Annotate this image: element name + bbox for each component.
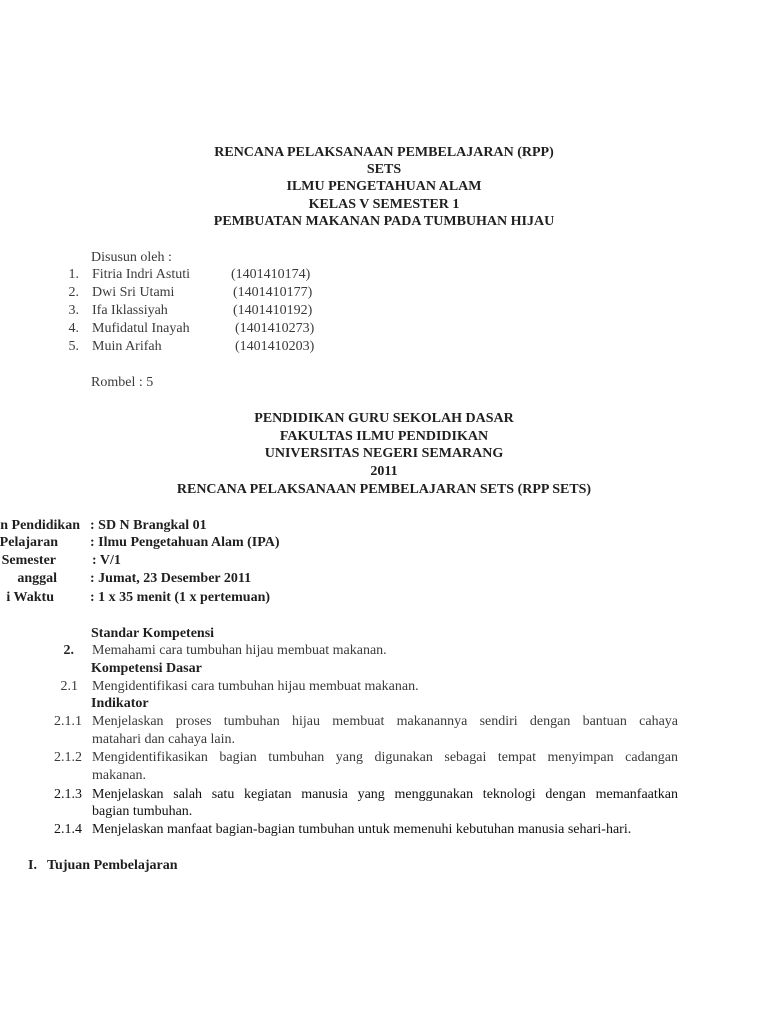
identity-label: n Pendidikan [0, 518, 80, 533]
rpp-sets-title: RENCANA PELAKSANAAN PEMBELAJARAN SETS (RPP SETS) [176, 482, 592, 497]
author-nim: (1401410192) [233, 303, 313, 318]
identity-label: Semester [1, 553, 56, 568]
author-number: 5. [68, 339, 79, 354]
doc-subtitle-sets: SETS [366, 162, 402, 177]
institution-university: UNIVERSITAS NEGERI SEMARANG [264, 446, 504, 461]
doc-topic: PEMBUATAN MAKANAN PADA TUMBUHAN HIJAU [213, 214, 555, 229]
author-nim: (1401410203) [235, 339, 315, 354]
author-name: Dwi Sri Utami [92, 285, 175, 300]
author-nim: (1401410177) [233, 285, 313, 300]
section-number: I. [28, 858, 37, 873]
indikator-text-cont: matahari dan cahaya lain. [92, 732, 236, 747]
identity-value: : SD N Brangkal 01 [90, 518, 207, 533]
indikator-text: Mengidentifikasikan bagian tumbuhan yang digunakan sebagai tempat menyimpan cadangan [92, 750, 678, 765]
identity-value: : 1 x 35 menit (1 x pertemuan) [90, 590, 271, 605]
identity-value: : Ilmu Pengetahuan Alam (IPA) [90, 535, 280, 550]
doc-subject: ILMU PENGETAHUAN ALAM [286, 179, 482, 194]
author-number: 4. [68, 321, 79, 336]
author-name: Fitria Indri Astuti [92, 267, 190, 282]
kd-number: 2.1 [60, 679, 78, 694]
institution-program: PENDIDIKAN GURU SEKOLAH DASAR [254, 411, 514, 426]
indikator-text: Menjelaskan salah satu kegiatan manusia yang menggunakan teknologi dengan memanfaatkan [92, 787, 678, 802]
authors-label: Disusun oleh : [91, 250, 172, 265]
author-number: 2. [68, 285, 79, 300]
indikator-number: 2.1.3 [54, 787, 82, 802]
identity-label: i Waktu [6, 590, 54, 605]
indikator-number: 2.1.4 [54, 822, 82, 837]
author-name: Mufidatul Inayah [92, 321, 190, 336]
identity-value: : Jumat, 23 Desember 2011 [90, 571, 252, 586]
kd-title: Kompetensi Dasar [91, 661, 202, 676]
indikator-text: Menjelaskan proses tumbuhan hijau membuat makanannya sendiri dengan bantuan cahaya [92, 714, 678, 729]
sk-text: Memahami cara tumbuhan hijau membuat makanan. [92, 643, 387, 658]
indikator-text-cont: bagian tumbuhan. [92, 804, 193, 819]
rombel-label: Rombel : 5 [91, 375, 154, 390]
indikator-number: 2.1.1 [54, 714, 82, 729]
indikator-title: Indikator [91, 696, 149, 711]
author-number: 1. [68, 267, 79, 282]
author-nim: (1401410273) [235, 321, 315, 336]
institution-year: 2011 [370, 464, 398, 479]
institution-faculty: FAKULTAS ILMU PENDIDIKAN [279, 429, 489, 444]
identity-label: anggal [17, 571, 57, 586]
section-title: Tujuan Pembelajaran [47, 858, 178, 873]
doc-class: KELAS V SEMESTER 1 [308, 197, 460, 212]
doc-title: RENCANA PELAKSANAAN PEMBELAJARAN (RPP) [214, 145, 554, 160]
sk-number: 2. [63, 643, 74, 658]
kd-text: Mengidentifikasi cara tumbuhan hijau membuat makanan. [92, 679, 419, 694]
author-name: Ifa Iklassiyah [92, 303, 168, 318]
identity-label: Pelajaran [0, 535, 58, 550]
author-name: Muin Arifah [92, 339, 162, 354]
identity-value: : V/1 [92, 553, 121, 568]
author-nim: (1401410174) [231, 267, 311, 282]
indikator-number: 2.1.2 [54, 750, 82, 765]
indikator-text-cont: makanan. [92, 768, 147, 783]
sk-title: Standar Kompetensi [91, 626, 215, 641]
indikator-text: Menjelaskan manfaat bagian-bagian tumbuhan untuk memenuhi kebutuhan manusia sehari-hari. [92, 822, 632, 837]
author-number: 3. [68, 303, 79, 318]
